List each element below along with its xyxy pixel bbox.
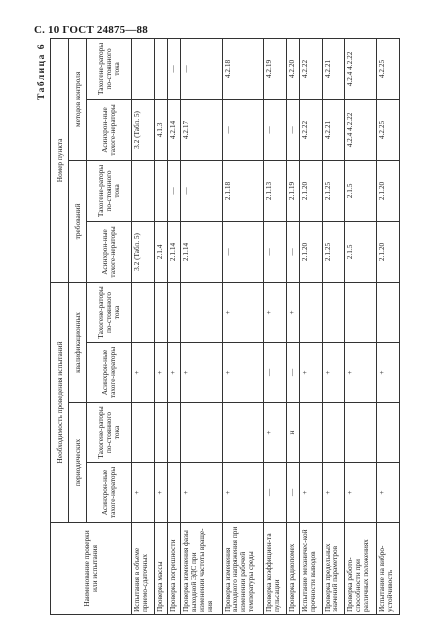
cell-meth-async: 3.2 (Табл. 5): [132, 99, 155, 160]
header-dc-generators: Тахогене-раторы по-стоянного тока: [87, 403, 132, 463]
header-async-generators: Асинхрон-ные тахоге-нераторы: [87, 463, 132, 523]
cell-periodic-async: +: [222, 463, 264, 523]
cell-qual-dc: [132, 282, 155, 342]
table-row: [132, 38, 155, 614]
page-header: С. 10 ГОСТ 24875—88: [34, 24, 148, 36]
cell-meth-async: 4.2.4 4.2.22: [345, 99, 377, 160]
header-async-generators: Асинхрон-ные тахоге-нераторы: [87, 343, 132, 403]
cell-qual-async: +: [299, 343, 322, 403]
cell-qual-async: +: [167, 343, 180, 403]
cell-req-dc: 2.1.18: [222, 160, 264, 221]
cell-req-dc: —: [167, 160, 180, 221]
table-row: [299, 38, 322, 614]
cell-req-async: 2.1.20: [377, 221, 400, 282]
cell-periodic-dc: [167, 403, 180, 463]
cell-req-async: —: [286, 221, 299, 282]
header-requirements: требований: [69, 160, 87, 282]
table-caption: Таблица 6: [37, 43, 47, 101]
cell-qual-async: +: [180, 343, 222, 403]
cell-periodic-dc: [132, 403, 155, 463]
header-methods: методов контроля: [69, 38, 87, 160]
cell-qual-async: +: [132, 343, 155, 403]
cell-meth-async: —: [286, 99, 299, 160]
cell-qual-dc: [377, 282, 400, 342]
cell-meth-dc: [154, 38, 167, 99]
cell-meth-dc: [132, 38, 155, 99]
cell-qual-dc: [345, 282, 377, 342]
cell-periodic-dc: [222, 403, 264, 463]
cell-periodic-async: [167, 463, 180, 523]
cell-meth-async: 4.2.25: [377, 99, 400, 160]
cell-meth-dc: 4.2.20: [286, 38, 299, 99]
cell-meth-async: 4.2.22: [299, 99, 322, 160]
header-async-generators: Асинхрон-ные тахоге-нераторы: [87, 99, 132, 160]
row-name: Проверка изменения фазы выходной ЭДС при изменении частоты враще-ния: [180, 523, 222, 615]
cell-req-async: 3.2 (Табл. 5): [132, 221, 155, 282]
cell-qual-async: +: [222, 343, 264, 403]
data-table: [50, 38, 400, 615]
cell-req-dc: [154, 160, 167, 221]
cell-req-async: 2.1.20: [299, 221, 322, 282]
cell-periodic-dc: [154, 403, 167, 463]
header-dc-generators: Тахогене-раторы по-стоянного тока: [87, 282, 132, 342]
table-row: [264, 38, 287, 614]
cell-qual-dc: [299, 282, 322, 342]
cell-qual-async: +: [154, 343, 167, 403]
cell-qual-async: +: [377, 343, 400, 403]
cell-meth-dc: —: [167, 38, 180, 99]
cell-meth-dc: 4.2.22: [299, 38, 322, 99]
cell-meth-async: —: [222, 99, 264, 160]
cell-periodic-async: +: [180, 463, 222, 523]
cell-periodic-dc: н: [286, 403, 299, 463]
cell-req-async: 2.1.5: [345, 221, 377, 282]
cell-periodic-dc: +: [264, 403, 287, 463]
cell-periodic-async: +: [299, 463, 322, 523]
cell-periodic-async: +: [154, 463, 167, 523]
cell-req-dc: [132, 160, 155, 221]
cell-req-async: 2.1.25: [322, 221, 345, 282]
table-row: [167, 38, 180, 614]
cell-qual-dc: +: [222, 282, 264, 342]
cell-meth-dc: 4.2.21: [322, 38, 345, 99]
cell-periodic-dc: [345, 403, 377, 463]
header-necessity: Необходимость проведения испытаний: [51, 282, 69, 522]
cell-req-dc: 2.1.25: [322, 160, 345, 221]
cell-periodic-async: +: [377, 463, 400, 523]
header-dc-generators: Тахогене-раторы по-стоянного тока: [87, 38, 132, 99]
cell-periodic-async: —: [264, 463, 287, 523]
cell-meth-async: 4.2.21: [322, 99, 345, 160]
cell-periodic-dc: [377, 403, 400, 463]
table-row: [222, 38, 264, 614]
cell-req-async: 2.1.14: [180, 221, 222, 282]
row-name: Проверка радиопомех: [286, 523, 299, 615]
cell-req-dc: 2.1.5: [345, 160, 377, 221]
row-name: Испытания в объеме приемо-сдаточных: [132, 523, 155, 615]
cell-qual-dc: [180, 282, 222, 342]
cell-req-async: 2.1.14: [167, 221, 180, 282]
cell-req-dc: 2.1.19: [286, 160, 299, 221]
cell-periodic-dc: [322, 403, 345, 463]
header-qualification: квалификационных: [69, 282, 87, 402]
table-row: [286, 38, 299, 614]
cell-meth-dc: 4.2.18: [222, 38, 264, 99]
cell-req-async: —: [264, 221, 287, 282]
row-name: Проверка массы: [154, 523, 167, 615]
table-row: [154, 38, 167, 614]
row-name: Проверка коэффициен-та пульсации: [264, 523, 287, 615]
header-clause-number: Номер пункта: [51, 38, 69, 282]
cell-periodic-async: +: [345, 463, 377, 523]
cell-qual-dc: [167, 282, 180, 342]
cell-qual-async: —: [286, 343, 299, 403]
cell-qual-async: —: [264, 343, 287, 403]
header-periodic: периодических: [69, 403, 87, 523]
row-name: Испытание на вибро-устойчивость: [377, 523, 400, 615]
cell-periodic-dc: [299, 403, 322, 463]
cell-req-async: 2.1.4: [154, 221, 167, 282]
cell-meth-dc: 4.2.4 4.2.22: [345, 38, 377, 99]
cell-req-dc: 2.1.20: [377, 160, 400, 221]
cell-periodic-async: +: [132, 463, 155, 523]
cell-periodic-dc: [180, 403, 222, 463]
cell-qual-dc: +: [264, 282, 287, 342]
cell-meth-async: 4.2.17: [180, 99, 222, 160]
cell-req-dc: —: [180, 160, 222, 221]
table-row: [180, 38, 222, 614]
table-row: [377, 38, 400, 614]
cell-req-async: —: [222, 221, 264, 282]
cell-qual-async: +: [345, 343, 377, 403]
header-name-column: Наименование проверки или испытания: [51, 523, 132, 615]
row-name: Проверка погрешности: [167, 523, 180, 615]
row-name: Проверка изменения выходного напряжения при изменении рабочей температуры среды: [222, 523, 264, 615]
cell-meth-dc: 4.2.25: [377, 38, 400, 99]
cell-meth-dc: 4.2.19: [264, 38, 287, 99]
cell-meth-dc: —: [180, 38, 222, 99]
table-row: [345, 38, 377, 614]
cell-meth-async: —: [264, 99, 287, 160]
cell-qual-async: +: [322, 343, 345, 403]
row-name: Проверка работо-способности при различных положениях: [345, 523, 377, 615]
cell-periodic-async: +: [322, 463, 345, 523]
row-name: Проверка предельных значений параметров: [322, 523, 345, 615]
cell-periodic-async: —: [286, 463, 299, 523]
cell-qual-dc: +: [286, 282, 299, 342]
rotated-table-page: [34, 39, 402, 615]
table-row: [322, 38, 345, 614]
cell-req-dc: 2.1.20: [299, 160, 322, 221]
header-dc-generators: Тахогене-раторы по-стоянного тока: [87, 160, 132, 221]
header-async-generators: Асинхрон-ные тахоге-нераторы: [87, 221, 132, 282]
cell-req-dc: 2.1.13: [264, 160, 287, 221]
cell-qual-dc: [154, 282, 167, 342]
cell-meth-async: 4.2.14: [167, 99, 180, 160]
cell-qual-dc: [322, 282, 345, 342]
cell-meth-async: 4.1.3: [154, 99, 167, 160]
row-name: Испытание механичес-кой прочности выводов: [299, 523, 322, 615]
